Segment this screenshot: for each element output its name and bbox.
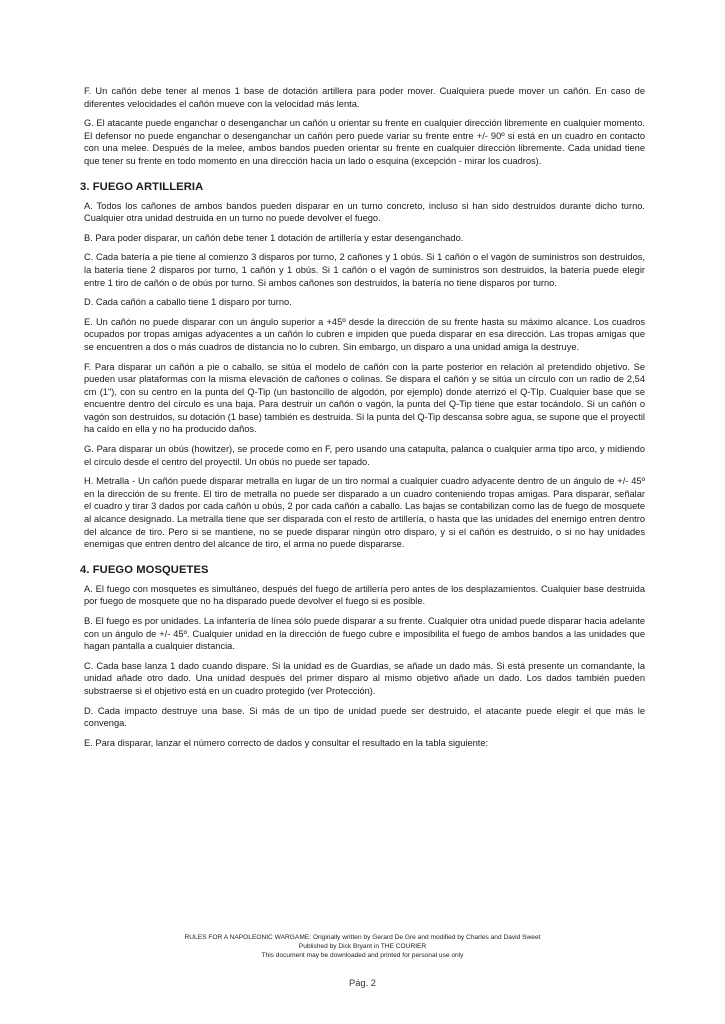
paragraph-intro-g: G. El atacante puede enganchar o desenganchar un cañón u orientar su frente en cualquier dirección libremente en cualquier momento. El defensor no puede enganchar o desenganchar un cañón pero puede variar su frente entre +/- 90º si está en un cuadro en contacto con una melee. Después de la melee, ambos bandos pueden orientar su frente en cualquier dirección libremente. Cada unidad tiene que tener su frente en todo momento en una dirección hacia un lado o esquina (excepción - mirar los cuadros). bbox=[84, 118, 645, 166]
paragraph-artilleria-a: A. Todos los cañones de ambos bandos pueden disparar en un turno concreto, incluso si han sido destruidos durante dicho turno. Cualquier otra unidad destruida en un turno no puede devolver el fuego. bbox=[84, 200, 645, 224]
page-number: Pág. 2 bbox=[349, 978, 376, 988]
section-heading-fuego-mosquetes: 4. FUEGO MOSQUETES bbox=[80, 563, 209, 576]
paragraph-artilleria-b: B. Para poder disparar, un cañón debe tener 1 dotación de artillería y estar desenganchado. bbox=[84, 232, 464, 243]
paragraph-mosquetes-a: A. El fuego con mosquetes es simultáneo, después del fuego de artillería pero antes de los desplazamientos. Cualquier base destruida por fuego de mosquete que no ha disparado puede devolver el fuego si es posible. bbox=[84, 583, 645, 607]
paragraph-artilleria-f: F. Para disparar un cañón a pie o caballo, se sitúa el modelo de cañón con la parte posterior en relación al pretendido objetivo. Se pueden usar plataformas con la misma elevación de cañones o colinas. Se dispara el cañón y se sitúa un círculo con un radio de 2,54 cm (1"), con su centro en la punta del Q-Tip (un bastoncillo de algodón, por ejemplo) donde aterrizó el Q-TIp. Cualquier base que se encuentre dentro del círculo es una baja. Para destruir un cañón o vagón, la punta del Q-Tip tiene que estar tocándolo. Si un cañón o vagón son destruidos, su dotación (1 base) también es destruida. Si la punta del Q-Tip descansa sobre agua, se supone que el proyectil ha caído en ella y no ha producido daños. bbox=[84, 361, 645, 435]
paragraph-mosquetes-b: B. El fuego es por unidades. La infantería de línea sólo puede disparar a su frente. Cualquier otra unidad puede disparar hacia adelante con un ángulo de +/- 45º. Cualquier unidad en la dirección de fuego cubre e imposibilita el fuego de ambos bandos a las unidades que hagan pantalla a cualquier distancia. bbox=[84, 616, 645, 652]
paragraph-artilleria-e: E. Un cañón no puede disparar con un ángulo superior a +45º desde la dirección de su frente hasta su máximo alcance. Los cuadros ocupados por tropas amigas adyacentes a un cañón lo cubren e impiden que pueda disparar en esa dirección. Las tropas amigas que se encuentren a dos o más cuadros de distancia no lo cubren. Sin embargo, un disparo a una unidad amiga la destruye. bbox=[84, 316, 645, 352]
paragraph-artilleria-d: D. Cada cañón a caballo tiene 1 disparo por turno. bbox=[84, 297, 292, 308]
paragraph-mosquetes-d: D. Cada impacto destruye una base. Si más de un tipo de unidad puede ser destruido, el atacante puede elegir el que más le convenga. bbox=[84, 705, 645, 729]
paragraph-artilleria-h: H. Metralla - Un cañón puede disparar metralla en lugar de un tiro normal a cualquier cuadro adyacente dentro de un ángulo de +/- 45º en la dirección de su frente. El tiro de metralla no puede ser disparado a un cuadro conteniendo tropas amigas. Para disparar, señalar el cuadro y tirar 3 dados por cada cañón u obús, 2 por cada cañón a caballo. Las bajas se contabilizan como las de fuego de mosquete al alcance designado. La metralla tiene que ser disparada con el resto de artillería, o hasta que las unidades del enemigo entren dentro del alcance de tiro. Pero si se mantiene, no se puede disparar ningún otro disparo, y si el cañón es destruido, o si no hay unidades enemigas que entren dentro del alcance de tiro, el arma no puede dispararse. bbox=[84, 476, 645, 550]
paragraph-intro-f: F. Un cañón debe tener al menos 1 base de dotación artillera para poder mover. Cualquiera puede mover un cañón. En caso de diferentes velocidades el cañón mueve con la velocidad más lenta. bbox=[84, 86, 645, 109]
footer-publisher-line: Published by Dick Bryant in THE COURIER bbox=[298, 943, 427, 950]
paragraph-mosquetes-e: E. Para disparar, lanzar el número correcto de dados y consultar el resultado en la tabla siguiente: bbox=[84, 737, 489, 748]
paragraph-mosquetes-c: C. Cada base lanza 1 dado cuando dispare. Si la unidad es de Guardias, se añade un dado más. Si está presente un comandante, la unidad añade otro dado. Una unidad después del primer disparo al mismo objetivo añade un dado. Los dados también pueden substraerse si el objetivo está en un cuadro protegido (ver Protección). bbox=[84, 660, 645, 696]
page-content bbox=[80, 85, 645, 756]
paragraph-artilleria-c: C. Cada batería a pie tiene al comienzo 3 disparos por turno, 2 cañones y 1 obús. Si 1 cañón o el vagón de suministros son destruidos, la batería tiene 2 disparos por turno, 1 cañón y 1 obús. Si 1 cañón o el vagón de suministros son destruidos, la batería puede elegir entre 1 tiro de cañón o de obús por turno. Si ambos cañones son destruidos, la batería no tiene disparos por turno. bbox=[84, 252, 645, 288]
section-heading-fuego-artilleria: 3. FUEGO ARTILLERIA bbox=[80, 180, 204, 193]
footer-license-line: This document may be downloaded and printed for personal use only bbox=[261, 952, 464, 959]
page-footer bbox=[0, 933, 725, 960]
footer-credits-line: RULES FOR A NAPOLEONIC WARGAME: Originally written by Gerard De Gre and modified by Charles and David Sweet bbox=[184, 934, 541, 941]
paragraph-artilleria-g: G. Para disparar un obús (howitzer), se procede como en F, pero usando una catapulta, palanca o cualquier arma tipo arco, y midiendo el círculo desde el centro del proyectil. Un obús no puede ser tapado. bbox=[84, 444, 645, 467]
